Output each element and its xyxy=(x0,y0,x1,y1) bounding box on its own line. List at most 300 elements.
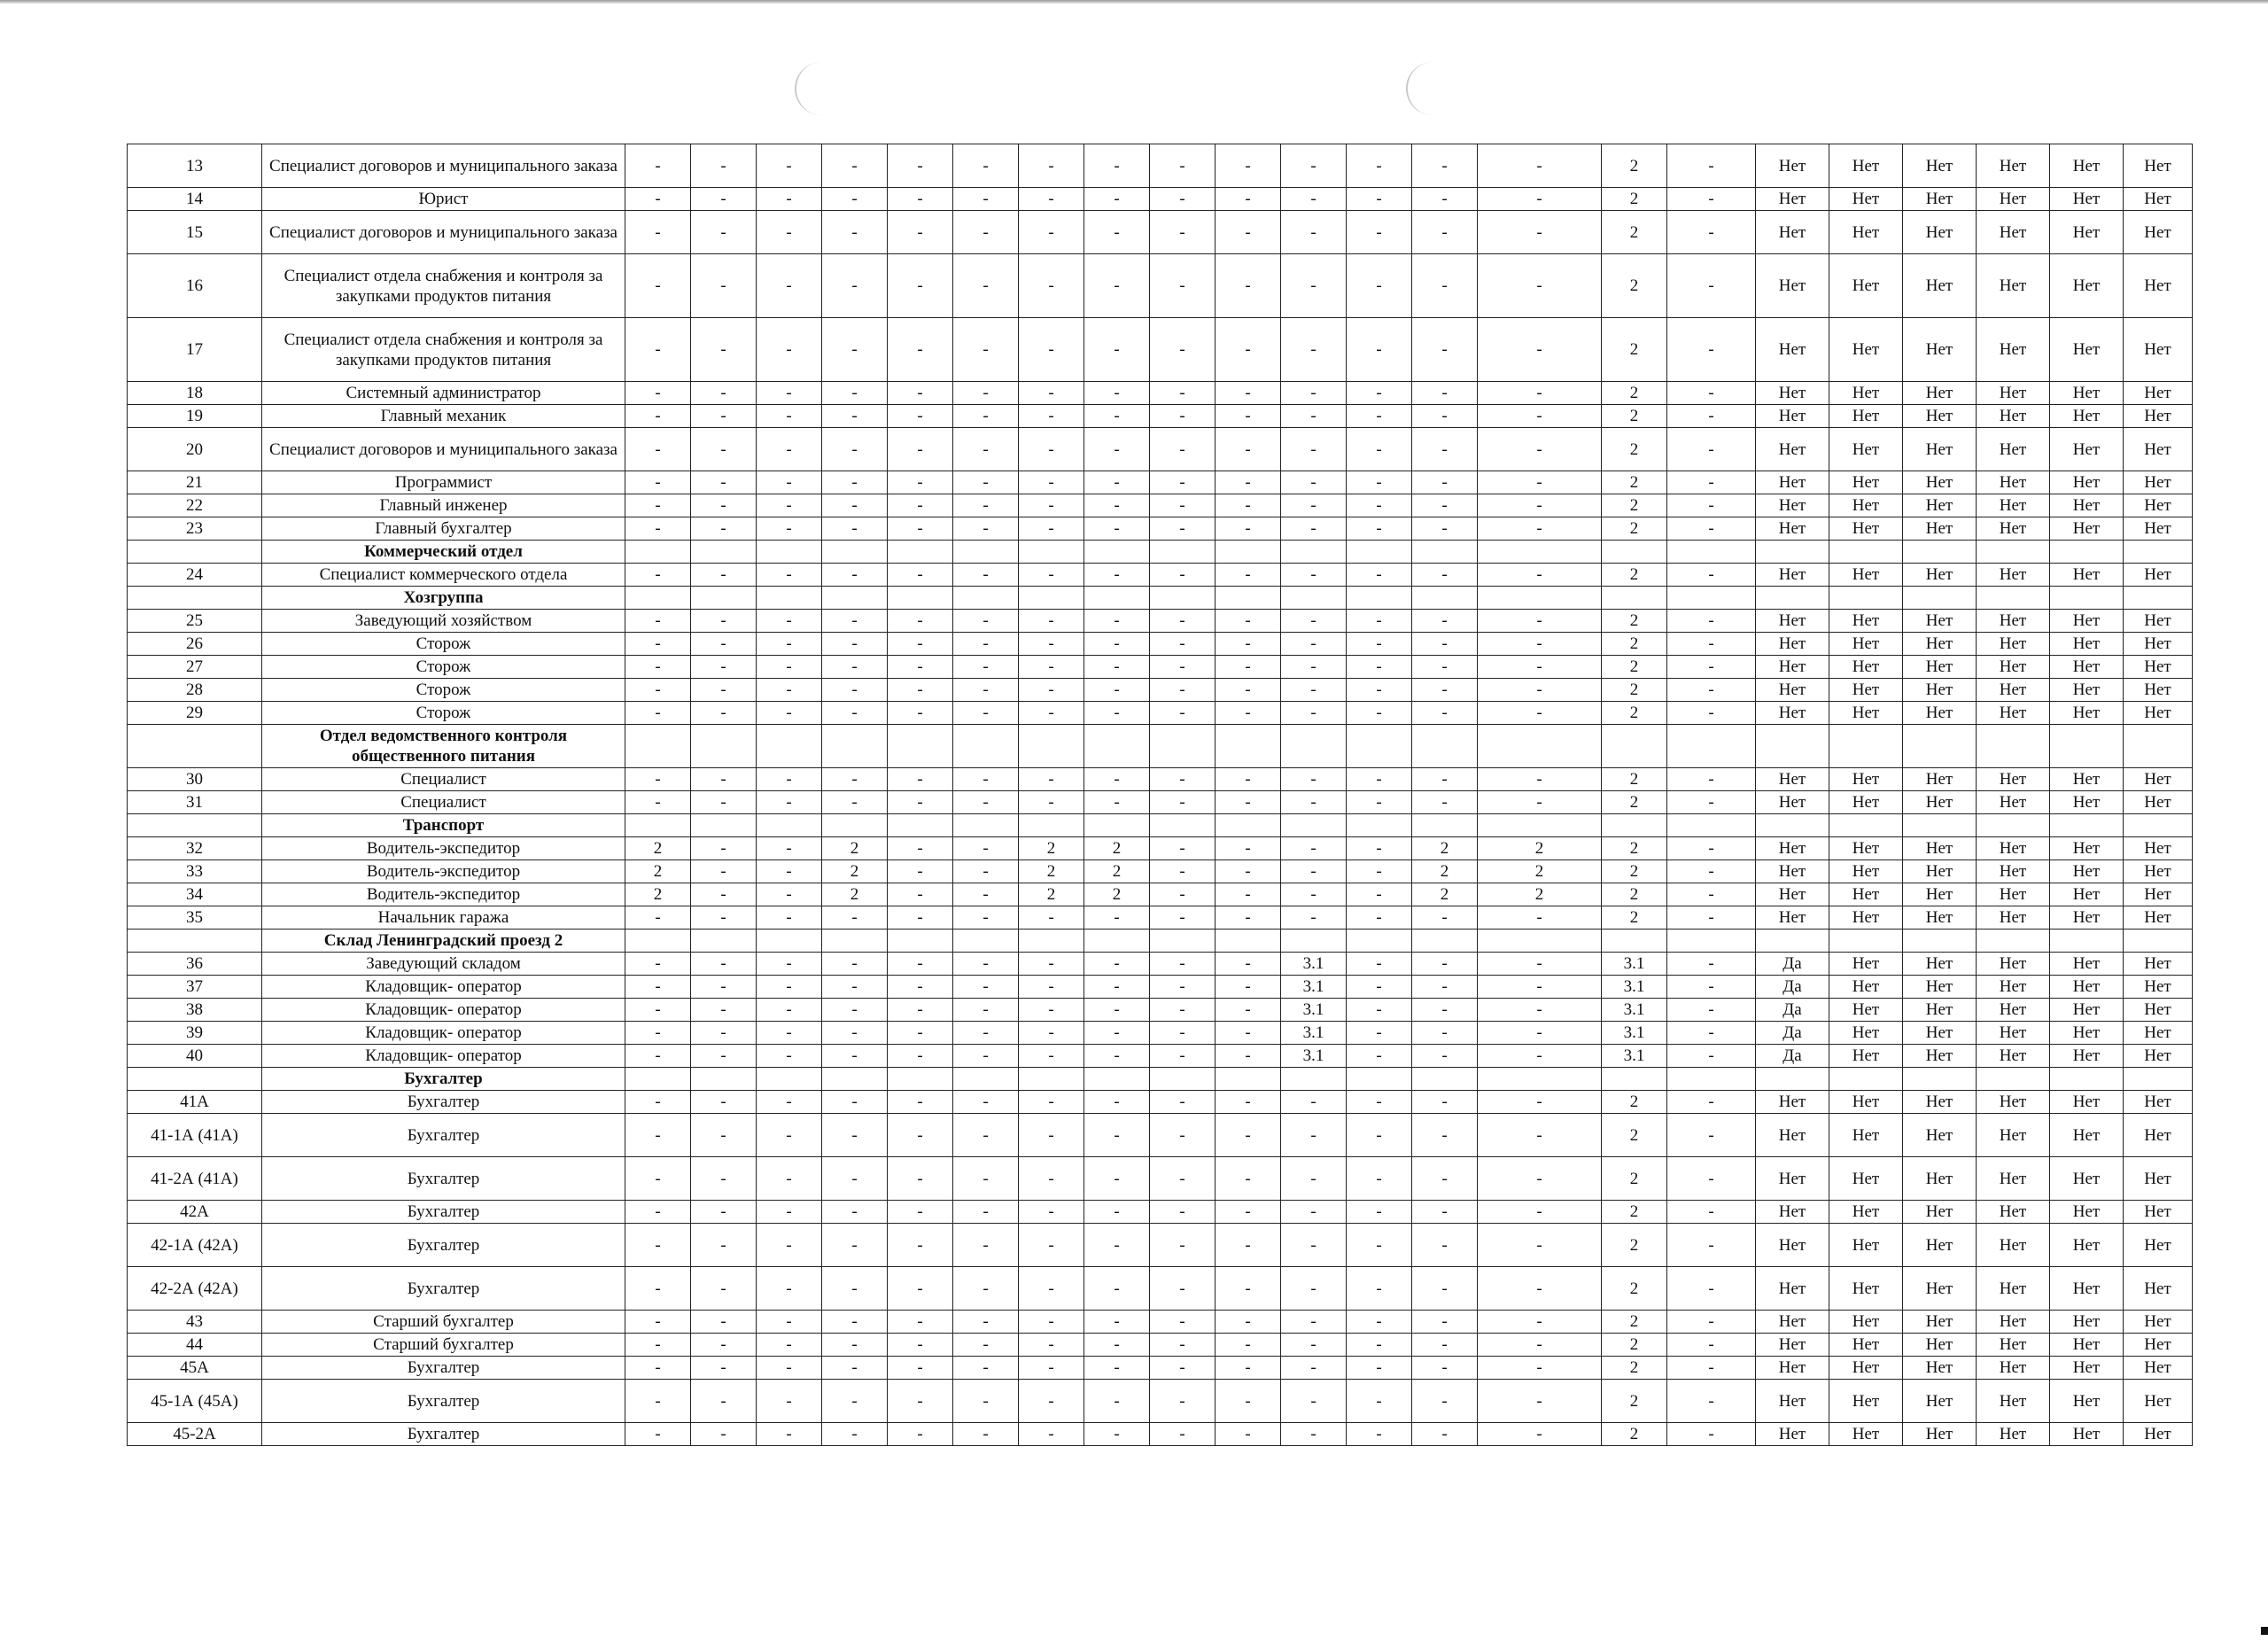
section-row xyxy=(128,541,2193,564)
empty-cell xyxy=(757,587,822,610)
value-cell: - xyxy=(822,318,888,382)
value-cell: - xyxy=(1412,633,1478,656)
table-row xyxy=(128,318,2193,382)
value-cell: - xyxy=(953,188,1019,211)
value-cell: - xyxy=(1019,1045,1084,1068)
empty-cell xyxy=(1347,587,1412,610)
empty-cell xyxy=(953,587,1019,610)
value-cell: - xyxy=(1347,428,1412,471)
value-cell: Нет xyxy=(1977,633,2050,656)
value-cell: - xyxy=(1019,1022,1084,1045)
scan-edge xyxy=(0,0,2268,4)
value-cell: - xyxy=(757,405,822,428)
value-cell: - xyxy=(1216,702,1281,725)
value-cell: Нет xyxy=(2050,494,2124,517)
value-cell: - xyxy=(691,564,757,587)
value-cell: - xyxy=(625,494,691,517)
value-cell: - xyxy=(1478,494,1602,517)
empty-cell xyxy=(822,814,888,837)
value-cell: - xyxy=(1216,883,1281,906)
empty-cell xyxy=(1019,930,1084,953)
value-cell: Нет xyxy=(1829,610,1903,633)
value-cell: - xyxy=(888,999,953,1022)
table-row xyxy=(128,517,2193,541)
value-cell: - xyxy=(1478,517,1602,541)
empty-cell xyxy=(1150,814,1216,837)
empty-cell xyxy=(1667,814,1756,837)
value-cell: - xyxy=(1281,1311,1347,1334)
table-row xyxy=(128,1423,2193,1446)
row-number: 42-2А (42А) xyxy=(128,1267,262,1311)
value-cell: Нет xyxy=(1903,1201,1977,1224)
value-cell: Нет xyxy=(2050,188,2124,211)
empty-cell xyxy=(1602,587,1667,610)
value-cell: - xyxy=(1478,188,1602,211)
value-cell: - xyxy=(757,494,822,517)
value-cell: Нет xyxy=(1756,144,1829,188)
value-cell: - xyxy=(888,382,953,405)
value-cell: - xyxy=(822,656,888,679)
value-cell: - xyxy=(1150,999,1216,1022)
row-number: 45А xyxy=(128,1357,262,1380)
value-cell: - xyxy=(822,1114,888,1157)
value-cell: Нет xyxy=(2124,144,2193,188)
empty-cell xyxy=(1150,541,1216,564)
value-cell: Нет xyxy=(1756,1380,1829,1423)
value-cell: - xyxy=(888,1157,953,1201)
position-name: Специалист коммерческого отдела xyxy=(262,564,625,587)
value-cell: 2 xyxy=(1602,791,1667,814)
value-cell: - xyxy=(1216,953,1281,976)
value-cell: - xyxy=(625,188,691,211)
position-name: Сторож xyxy=(262,702,625,725)
table-row xyxy=(128,679,2193,702)
value-cell: 2 xyxy=(1602,1334,1667,1357)
row-number: 41-1А (41А) xyxy=(128,1114,262,1157)
value-cell: - xyxy=(1216,656,1281,679)
value-cell: Нет xyxy=(1977,382,2050,405)
empty-cell xyxy=(1602,725,1667,768)
value-cell: - xyxy=(1216,768,1281,791)
value-cell: - xyxy=(1478,906,1602,930)
value-cell: Нет xyxy=(1903,144,1977,188)
value-cell: Нет xyxy=(2050,1334,2124,1357)
value-cell: - xyxy=(1216,471,1281,494)
value-cell: - xyxy=(1019,1157,1084,1201)
value-cell: - xyxy=(757,254,822,318)
value-cell: - xyxy=(1216,837,1281,860)
value-cell: Нет xyxy=(1829,1201,1903,1224)
value-cell: - xyxy=(1667,837,1756,860)
value-cell: - xyxy=(1347,768,1412,791)
row-number: 30 xyxy=(128,768,262,791)
empty-cell xyxy=(888,541,953,564)
value-cell: - xyxy=(1412,1201,1478,1224)
value-cell: 2 xyxy=(1602,1267,1667,1311)
position-name: Главный инженер xyxy=(262,494,625,517)
value-cell: - xyxy=(691,405,757,428)
empty-cell xyxy=(1347,814,1412,837)
value-cell: - xyxy=(1347,1224,1412,1267)
value-cell: - xyxy=(1667,1091,1756,1114)
value-cell: 2 xyxy=(822,860,888,883)
row-number-cell xyxy=(128,587,262,610)
value-cell: - xyxy=(888,860,953,883)
value-cell: - xyxy=(625,382,691,405)
value-cell: - xyxy=(1216,188,1281,211)
value-cell: - xyxy=(1281,837,1347,860)
empty-cell xyxy=(1216,587,1281,610)
row-number: 14 xyxy=(128,188,262,211)
value-cell: Нет xyxy=(1829,837,1903,860)
value-cell: Нет xyxy=(1977,999,2050,1022)
value-cell: - xyxy=(822,471,888,494)
position-name: Сторож xyxy=(262,656,625,679)
value-cell: - xyxy=(1478,702,1602,725)
value-cell: - xyxy=(1667,999,1756,1022)
value-cell: Нет xyxy=(1903,1311,1977,1334)
value-cell: 2 xyxy=(625,837,691,860)
value-cell: Нет xyxy=(2124,999,2193,1022)
value-cell: Нет xyxy=(1829,633,1903,656)
value-cell: - xyxy=(1216,428,1281,471)
value-cell: Нет xyxy=(1829,702,1903,725)
value-cell: - xyxy=(1281,1224,1347,1267)
value-cell: - xyxy=(1347,633,1412,656)
value-cell: - xyxy=(1019,1091,1084,1114)
value-cell: - xyxy=(691,494,757,517)
value-cell: 2 xyxy=(1602,517,1667,541)
value-cell: - xyxy=(757,1334,822,1357)
value-cell: - xyxy=(1084,1423,1150,1446)
empty-cell xyxy=(691,814,757,837)
value-cell: - xyxy=(1281,1380,1347,1423)
value-cell: - xyxy=(1150,382,1216,405)
value-cell: 2 xyxy=(1602,702,1667,725)
value-cell: - xyxy=(757,428,822,471)
value-cell: - xyxy=(1347,471,1412,494)
value-cell: - xyxy=(1412,1114,1478,1157)
value-cell: - xyxy=(953,610,1019,633)
value-cell: - xyxy=(888,953,953,976)
value-cell: - xyxy=(822,768,888,791)
value-cell: - xyxy=(1084,976,1150,999)
empty-cell xyxy=(1084,587,1150,610)
empty-cell xyxy=(691,587,757,610)
value-cell: - xyxy=(1667,656,1756,679)
position-name: Программист xyxy=(262,471,625,494)
value-cell: - xyxy=(1281,318,1347,382)
value-cell: - xyxy=(1412,656,1478,679)
value-cell: - xyxy=(888,702,953,725)
value-cell: - xyxy=(1216,633,1281,656)
value-cell: - xyxy=(625,656,691,679)
empty-cell xyxy=(822,541,888,564)
table-row xyxy=(128,428,2193,471)
value-cell: - xyxy=(953,405,1019,428)
value-cell: Нет xyxy=(1903,1224,1977,1267)
value-cell: - xyxy=(953,1380,1019,1423)
value-cell: - xyxy=(691,1022,757,1045)
value-cell: Нет xyxy=(2050,1423,2124,1446)
empty-cell xyxy=(1019,587,1084,610)
empty-cell xyxy=(1903,541,1977,564)
value-cell: 2 xyxy=(1412,883,1478,906)
value-cell: Нет xyxy=(2050,144,2124,188)
value-cell: Нет xyxy=(2124,837,2193,860)
value-cell: Нет xyxy=(1756,1114,1829,1157)
value-cell: - xyxy=(1347,1045,1412,1068)
value-cell: - xyxy=(1150,883,1216,906)
value-cell: - xyxy=(691,1114,757,1157)
empty-cell xyxy=(1019,541,1084,564)
value-cell: - xyxy=(1478,679,1602,702)
value-cell: - xyxy=(953,1022,1019,1045)
empty-cell xyxy=(625,725,691,768)
value-cell: Нет xyxy=(1903,656,1977,679)
value-cell: - xyxy=(953,768,1019,791)
position-name: Главный механик xyxy=(262,405,625,428)
value-cell: Нет xyxy=(1829,1091,1903,1114)
value-cell: - xyxy=(953,656,1019,679)
empty-cell xyxy=(822,1068,888,1091)
value-cell: - xyxy=(888,1114,953,1157)
row-number: 24 xyxy=(128,564,262,587)
value-cell: Нет xyxy=(1829,768,1903,791)
value-cell: - xyxy=(888,318,953,382)
section-title: Бухгалтер xyxy=(262,1068,625,1091)
value-cell: Нет xyxy=(2050,382,2124,405)
value-cell: 2 xyxy=(1602,768,1667,791)
table-row xyxy=(128,768,2193,791)
table-row xyxy=(128,656,2193,679)
empty-cell xyxy=(1150,930,1216,953)
value-cell: - xyxy=(1347,1423,1412,1446)
value-cell: - xyxy=(625,517,691,541)
value-cell: - xyxy=(691,679,757,702)
value-cell: - xyxy=(691,428,757,471)
value-cell: - xyxy=(888,428,953,471)
value-cell: Нет xyxy=(1756,1311,1829,1334)
value-cell: - xyxy=(757,610,822,633)
value-cell: 2 xyxy=(1602,837,1667,860)
value-cell: - xyxy=(1084,633,1150,656)
value-cell: Нет xyxy=(1829,1423,1903,1446)
empty-cell xyxy=(1756,930,1829,953)
value-cell: - xyxy=(822,610,888,633)
value-cell: - xyxy=(1084,1267,1150,1311)
value-cell: Нет xyxy=(1829,1380,1903,1423)
value-cell: Нет xyxy=(1756,906,1829,930)
empty-cell xyxy=(2124,541,2193,564)
value-cell: - xyxy=(1667,318,1756,382)
value-cell: - xyxy=(888,633,953,656)
value-cell: Нет xyxy=(1756,656,1829,679)
value-cell: - xyxy=(625,702,691,725)
value-cell: - xyxy=(822,1201,888,1224)
value-cell: - xyxy=(757,1091,822,1114)
position-name: Сторож xyxy=(262,633,625,656)
value-cell: - xyxy=(1478,1267,1602,1311)
value-cell: - xyxy=(625,791,691,814)
value-cell: - xyxy=(1281,1091,1347,1114)
value-cell: - xyxy=(691,791,757,814)
value-cell: - xyxy=(822,976,888,999)
row-number: 37 xyxy=(128,976,262,999)
value-cell: - xyxy=(822,1380,888,1423)
value-cell: - xyxy=(1347,883,1412,906)
value-cell: - xyxy=(953,517,1019,541)
value-cell: - xyxy=(1667,428,1756,471)
value-cell: - xyxy=(1084,1022,1150,1045)
value-cell: 3.1 xyxy=(1602,976,1667,999)
value-cell: - xyxy=(1347,1380,1412,1423)
table-row xyxy=(128,999,2193,1022)
value-cell: - xyxy=(1412,768,1478,791)
value-cell: - xyxy=(625,906,691,930)
value-cell: - xyxy=(1412,610,1478,633)
value-cell: Нет xyxy=(2124,471,2193,494)
value-cell: - xyxy=(1019,679,1084,702)
table-row xyxy=(128,494,2193,517)
value-cell: Нет xyxy=(1977,906,2050,930)
value-cell: Нет xyxy=(1829,1357,1903,1380)
value-cell: 2 xyxy=(1602,382,1667,405)
value-cell: - xyxy=(1019,1357,1084,1380)
value-cell: - xyxy=(1150,211,1216,254)
value-cell: Нет xyxy=(1903,1357,1977,1380)
value-cell: - xyxy=(1412,144,1478,188)
value-cell: Нет xyxy=(1756,837,1829,860)
value-cell: Нет xyxy=(2124,494,2193,517)
value-cell: - xyxy=(1216,211,1281,254)
value-cell: 2 xyxy=(1478,860,1602,883)
value-cell: - xyxy=(1281,1423,1347,1446)
value-cell: - xyxy=(757,768,822,791)
value-cell: - xyxy=(1478,211,1602,254)
row-number: 32 xyxy=(128,837,262,860)
value-cell: Нет xyxy=(1977,1357,2050,1380)
value-cell: - xyxy=(1150,679,1216,702)
value-cell: Нет xyxy=(1903,906,1977,930)
value-cell: - xyxy=(1150,1311,1216,1334)
empty-cell xyxy=(1084,541,1150,564)
table-row xyxy=(128,144,2193,188)
value-cell: - xyxy=(691,517,757,541)
row-number: 45-2А xyxy=(128,1423,262,1446)
value-cell: - xyxy=(888,1311,953,1334)
table-row xyxy=(128,1311,2193,1334)
value-cell: - xyxy=(691,656,757,679)
value-cell: - xyxy=(1412,1357,1478,1380)
value-cell: - xyxy=(1281,564,1347,587)
value-cell: - xyxy=(1478,144,1602,188)
value-cell: Нет xyxy=(1829,953,1903,976)
value-cell: Нет xyxy=(2050,791,2124,814)
value-cell: - xyxy=(1084,1334,1150,1357)
value-cell: Нет xyxy=(1977,471,2050,494)
position-name: Специалист договоров и муниципального заказа xyxy=(262,428,625,471)
empty-cell xyxy=(953,1068,1019,1091)
value-cell: Нет xyxy=(1829,1157,1903,1201)
value-cell: Нет xyxy=(2124,254,2193,318)
empty-cell xyxy=(888,1068,953,1091)
value-cell: - xyxy=(1347,953,1412,976)
value-cell: - xyxy=(953,494,1019,517)
value-cell: - xyxy=(1150,1334,1216,1357)
value-cell: - xyxy=(1281,883,1347,906)
value-cell: Нет xyxy=(2124,1423,2193,1446)
value-cell: Да xyxy=(1756,999,1829,1022)
value-cell: - xyxy=(953,860,1019,883)
value-cell: Нет xyxy=(1756,517,1829,541)
value-cell: - xyxy=(691,1224,757,1267)
value-cell: - xyxy=(1150,1022,1216,1045)
empty-cell xyxy=(625,814,691,837)
value-cell: - xyxy=(1478,318,1602,382)
value-cell: Нет xyxy=(1977,860,2050,883)
value-cell: - xyxy=(1412,254,1478,318)
value-cell: - xyxy=(822,564,888,587)
value-cell: - xyxy=(888,1334,953,1357)
row-number-cell xyxy=(128,930,262,953)
table-body xyxy=(128,144,2193,1446)
value-cell: - xyxy=(1667,211,1756,254)
value-cell: - xyxy=(953,1423,1019,1446)
empty-cell xyxy=(2124,814,2193,837)
value-cell: - xyxy=(1347,837,1412,860)
value-cell: - xyxy=(691,610,757,633)
value-cell: - xyxy=(1216,999,1281,1022)
value-cell: - xyxy=(1412,188,1478,211)
value-cell: Нет xyxy=(2124,679,2193,702)
empty-cell xyxy=(1216,1068,1281,1091)
value-cell: Нет xyxy=(2050,906,2124,930)
value-cell: - xyxy=(1281,188,1347,211)
section-title: Коммерческий отдел xyxy=(262,541,625,564)
value-cell: - xyxy=(1478,1201,1602,1224)
value-cell: - xyxy=(888,517,953,541)
value-cell: - xyxy=(1084,1201,1150,1224)
value-cell: - xyxy=(822,633,888,656)
value-cell: - xyxy=(1150,1267,1216,1311)
row-number: 29 xyxy=(128,702,262,725)
value-cell: - xyxy=(1412,1091,1478,1114)
value-cell: - xyxy=(625,1380,691,1423)
section-title: Склад Ленинградский проезд 2 xyxy=(262,930,625,953)
value-cell: - xyxy=(1281,405,1347,428)
value-cell: - xyxy=(1216,906,1281,930)
value-cell: - xyxy=(1347,1114,1412,1157)
empty-cell xyxy=(1478,930,1602,953)
empty-cell xyxy=(2124,587,2193,610)
table-row xyxy=(128,254,2193,318)
row-number: 41-2А (41А) xyxy=(128,1157,262,1201)
value-cell: - xyxy=(888,1267,953,1311)
empty-cell xyxy=(1829,814,1903,837)
value-cell: Нет xyxy=(1903,1267,1977,1311)
value-cell: - xyxy=(1478,656,1602,679)
row-number: 20 xyxy=(128,428,262,471)
value-cell: Нет xyxy=(1903,883,1977,906)
value-cell: - xyxy=(1150,1423,1216,1446)
empty-cell xyxy=(1084,725,1150,768)
value-cell: - xyxy=(1019,1380,1084,1423)
value-cell: Нет xyxy=(1829,211,1903,254)
value-cell: 2 xyxy=(1478,883,1602,906)
value-cell: Нет xyxy=(1977,494,2050,517)
value-cell: - xyxy=(953,633,1019,656)
